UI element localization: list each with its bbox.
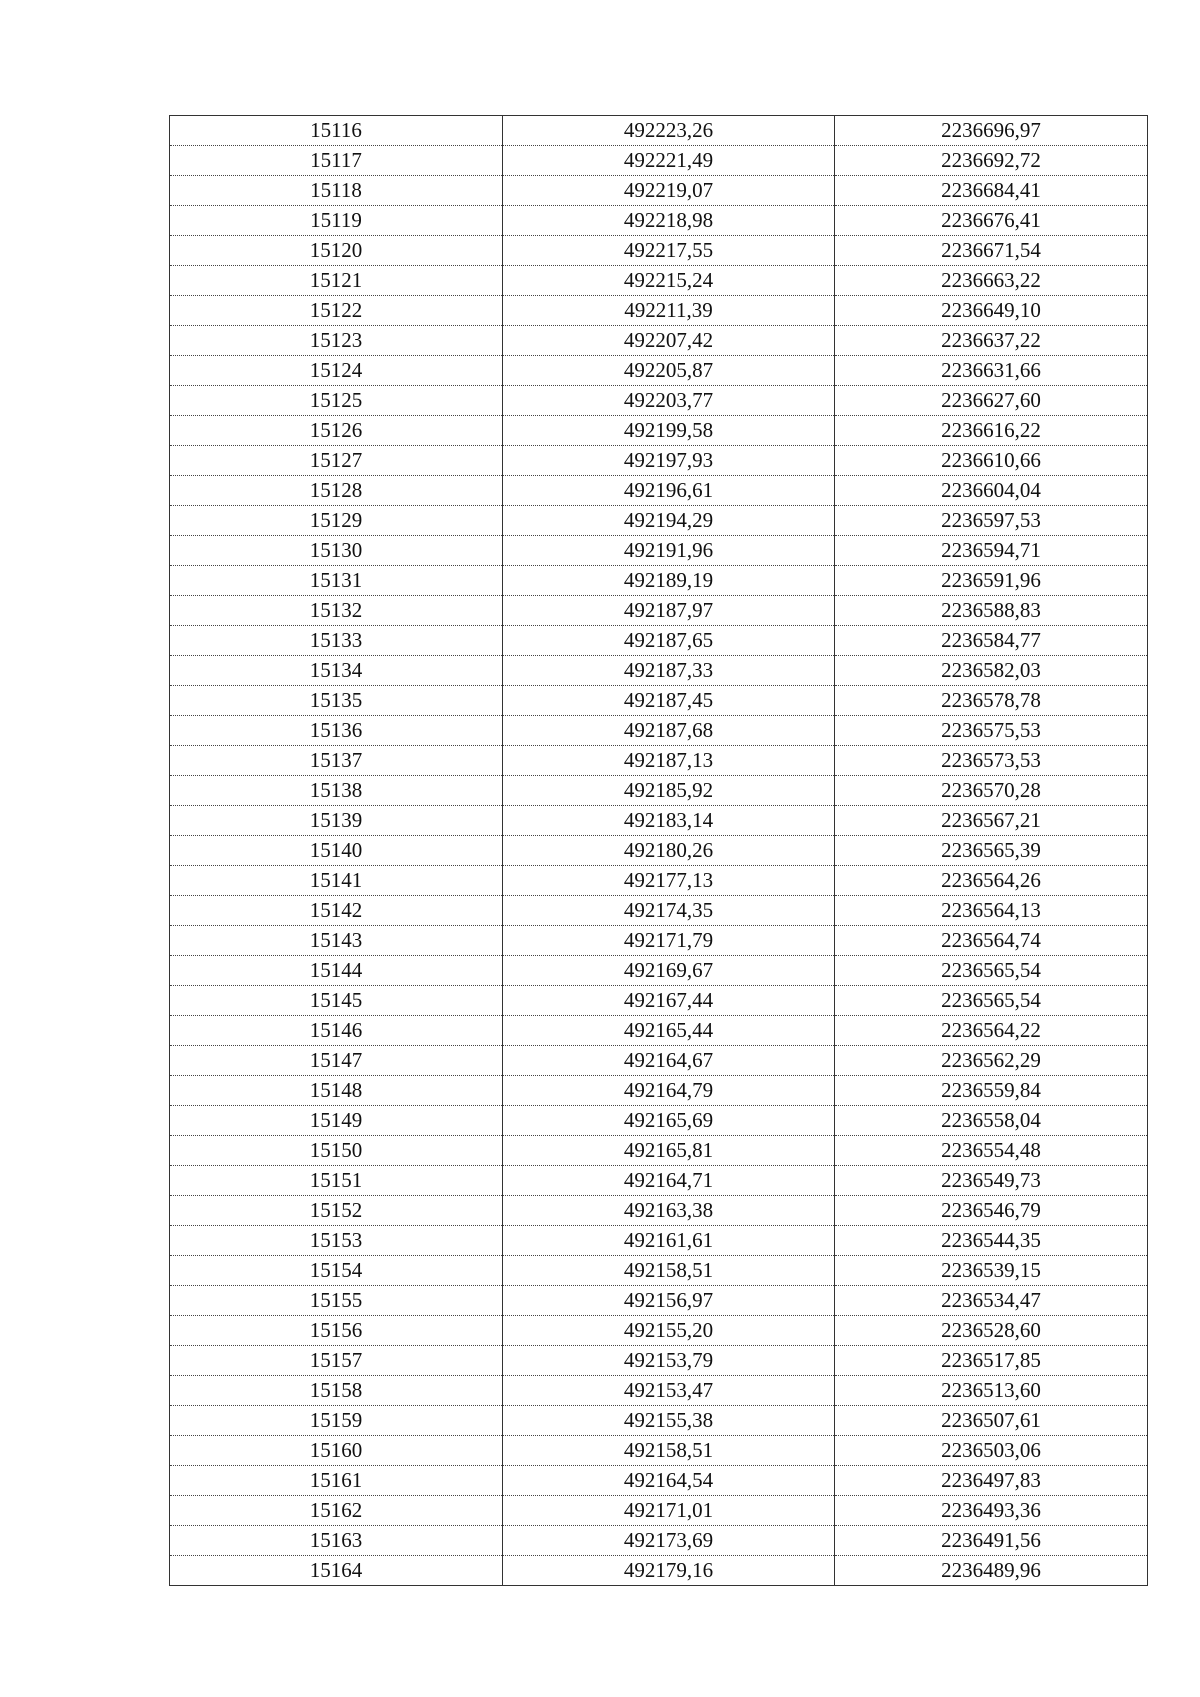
point-number-cell: 15117 <box>170 146 503 176</box>
y-coordinate-cell: 2236564,74 <box>835 926 1148 956</box>
y-coordinate-cell: 2236554,48 <box>835 1136 1148 1166</box>
x-coordinate-cell: 492199,58 <box>503 416 835 446</box>
x-coordinate-cell: 492219,07 <box>503 176 835 206</box>
x-coordinate-cell: 492155,38 <box>503 1406 835 1436</box>
table-row <box>170 116 1148 146</box>
x-coordinate-cell: 492180,26 <box>503 836 835 866</box>
y-coordinate-cell: 2236539,15 <box>835 1256 1148 1286</box>
y-coordinate-cell: 2236517,85 <box>835 1346 1148 1376</box>
x-coordinate-cell: 492207,42 <box>503 326 835 356</box>
y-coordinate-cell: 2236491,56 <box>835 1526 1148 1556</box>
y-coordinate-cell: 2236565,54 <box>835 986 1148 1016</box>
table-row <box>170 716 1148 746</box>
y-coordinate-cell: 2236564,13 <box>835 896 1148 926</box>
table-row <box>170 416 1148 446</box>
table-row <box>170 1346 1148 1376</box>
table-row <box>170 1376 1148 1406</box>
coordinates-table-body <box>170 116 1148 1586</box>
x-coordinate-cell: 492167,44 <box>503 986 835 1016</box>
table-row <box>170 566 1148 596</box>
y-coordinate-cell: 2236497,83 <box>835 1466 1148 1496</box>
point-number-cell: 15135 <box>170 686 503 716</box>
table-row <box>170 1046 1148 1076</box>
x-coordinate-cell: 492191,96 <box>503 536 835 566</box>
x-coordinate-cell: 492177,13 <box>503 866 835 896</box>
point-number-cell: 15156 <box>170 1316 503 1346</box>
point-number-cell: 15130 <box>170 536 503 566</box>
x-coordinate-cell: 492153,47 <box>503 1376 835 1406</box>
x-coordinate-cell: 492218,98 <box>503 206 835 236</box>
x-coordinate-cell: 492187,33 <box>503 656 835 686</box>
table-row <box>170 1526 1148 1556</box>
table-row <box>170 776 1148 806</box>
x-coordinate-cell: 492164,79 <box>503 1076 835 1106</box>
table-row <box>170 1316 1148 1346</box>
y-coordinate-cell: 2236578,78 <box>835 686 1148 716</box>
y-coordinate-cell: 2236588,83 <box>835 596 1148 626</box>
table-row <box>170 1106 1148 1136</box>
point-number-cell: 15150 <box>170 1136 503 1166</box>
table-row <box>170 926 1148 956</box>
table-row <box>170 1406 1148 1436</box>
point-number-cell: 15128 <box>170 476 503 506</box>
table-row <box>170 656 1148 686</box>
point-number-cell: 15145 <box>170 986 503 1016</box>
point-number-cell: 15133 <box>170 626 503 656</box>
table-row <box>170 1226 1148 1256</box>
table-row <box>170 626 1148 656</box>
x-coordinate-cell: 492179,16 <box>503 1556 835 1586</box>
y-coordinate-cell: 2236567,21 <box>835 806 1148 836</box>
coordinates-table <box>169 115 1148 1586</box>
point-number-cell: 15152 <box>170 1196 503 1226</box>
table-row <box>170 446 1148 476</box>
table-row <box>170 206 1148 236</box>
y-coordinate-cell: 2236513,60 <box>835 1376 1148 1406</box>
point-number-cell: 15126 <box>170 416 503 446</box>
x-coordinate-cell: 492203,77 <box>503 386 835 416</box>
x-coordinate-cell: 492153,79 <box>503 1346 835 1376</box>
y-coordinate-cell: 2236597,53 <box>835 506 1148 536</box>
point-number-cell: 15124 <box>170 356 503 386</box>
point-number-cell: 15141 <box>170 866 503 896</box>
point-number-cell: 15132 <box>170 596 503 626</box>
y-coordinate-cell: 2236575,53 <box>835 716 1148 746</box>
x-coordinate-cell: 492165,81 <box>503 1136 835 1166</box>
point-number-cell: 15131 <box>170 566 503 596</box>
y-coordinate-cell: 2236696,97 <box>835 116 1148 146</box>
point-number-cell: 15140 <box>170 836 503 866</box>
point-number-cell: 15143 <box>170 926 503 956</box>
x-coordinate-cell: 492187,45 <box>503 686 835 716</box>
y-coordinate-cell: 2236503,06 <box>835 1436 1148 1466</box>
point-number-cell: 15148 <box>170 1076 503 1106</box>
table-row <box>170 1256 1148 1286</box>
y-coordinate-cell: 2236565,39 <box>835 836 1148 866</box>
x-coordinate-cell: 492187,68 <box>503 716 835 746</box>
table-row <box>170 956 1148 986</box>
x-coordinate-cell: 492164,67 <box>503 1046 835 1076</box>
table-row <box>170 1136 1148 1166</box>
point-number-cell: 15159 <box>170 1406 503 1436</box>
point-number-cell: 15139 <box>170 806 503 836</box>
x-coordinate-cell: 492163,38 <box>503 1196 835 1226</box>
table-row <box>170 1496 1148 1526</box>
y-coordinate-cell: 2236684,41 <box>835 176 1148 206</box>
y-coordinate-cell: 2236676,41 <box>835 206 1148 236</box>
table-row <box>170 1556 1148 1586</box>
y-coordinate-cell: 2236507,61 <box>835 1406 1148 1436</box>
point-number-cell: 15162 <box>170 1496 503 1526</box>
table-row <box>170 476 1148 506</box>
point-number-cell: 15153 <box>170 1226 503 1256</box>
point-number-cell: 15134 <box>170 656 503 686</box>
x-coordinate-cell: 492183,14 <box>503 806 835 836</box>
y-coordinate-cell: 2236558,04 <box>835 1106 1148 1136</box>
y-coordinate-cell: 2236528,60 <box>835 1316 1148 1346</box>
y-coordinate-cell: 2236594,71 <box>835 536 1148 566</box>
y-coordinate-cell: 2236570,28 <box>835 776 1148 806</box>
x-coordinate-cell: 492217,55 <box>503 236 835 266</box>
x-coordinate-cell: 492196,61 <box>503 476 835 506</box>
point-number-cell: 15151 <box>170 1166 503 1196</box>
table-row <box>170 296 1148 326</box>
point-number-cell: 15118 <box>170 176 503 206</box>
y-coordinate-cell: 2236591,96 <box>835 566 1148 596</box>
x-coordinate-cell: 492158,51 <box>503 1436 835 1466</box>
table-row <box>170 146 1148 176</box>
y-coordinate-cell: 2236565,54 <box>835 956 1148 986</box>
y-coordinate-cell: 2236489,96 <box>835 1556 1148 1586</box>
y-coordinate-cell: 2236549,73 <box>835 1166 1148 1196</box>
point-number-cell: 15154 <box>170 1256 503 1286</box>
table-row <box>170 746 1148 776</box>
y-coordinate-cell: 2236631,66 <box>835 356 1148 386</box>
y-coordinate-cell: 2236546,79 <box>835 1196 1148 1226</box>
x-coordinate-cell: 492155,20 <box>503 1316 835 1346</box>
point-number-cell: 15160 <box>170 1436 503 1466</box>
table-row <box>170 356 1148 386</box>
y-coordinate-cell: 2236559,84 <box>835 1076 1148 1106</box>
y-coordinate-cell: 2236582,03 <box>835 656 1148 686</box>
x-coordinate-cell: 492165,69 <box>503 1106 835 1136</box>
x-coordinate-cell: 492221,49 <box>503 146 835 176</box>
table-row <box>170 176 1148 206</box>
point-number-cell: 15144 <box>170 956 503 986</box>
point-number-cell: 15125 <box>170 386 503 416</box>
point-number-cell: 15149 <box>170 1106 503 1136</box>
x-coordinate-cell: 492164,54 <box>503 1466 835 1496</box>
x-coordinate-cell: 492189,19 <box>503 566 835 596</box>
x-coordinate-cell: 492211,39 <box>503 296 835 326</box>
x-coordinate-cell: 492194,29 <box>503 506 835 536</box>
table-row <box>170 1436 1148 1466</box>
table-row <box>170 1166 1148 1196</box>
y-coordinate-cell: 2236649,10 <box>835 296 1148 326</box>
point-number-cell: 15129 <box>170 506 503 536</box>
y-coordinate-cell: 2236534,47 <box>835 1286 1148 1316</box>
y-coordinate-cell: 2236671,54 <box>835 236 1148 266</box>
table-row <box>170 1016 1148 1046</box>
y-coordinate-cell: 2236627,60 <box>835 386 1148 416</box>
x-coordinate-cell: 492165,44 <box>503 1016 835 1046</box>
y-coordinate-cell: 2236692,72 <box>835 146 1148 176</box>
point-number-cell: 15142 <box>170 896 503 926</box>
point-number-cell: 15147 <box>170 1046 503 1076</box>
x-coordinate-cell: 492158,51 <box>503 1256 835 1286</box>
x-coordinate-cell: 492187,97 <box>503 596 835 626</box>
point-number-cell: 15138 <box>170 776 503 806</box>
point-number-cell: 15161 <box>170 1466 503 1496</box>
x-coordinate-cell: 492171,79 <box>503 926 835 956</box>
x-coordinate-cell: 492215,24 <box>503 266 835 296</box>
x-coordinate-cell: 492187,65 <box>503 626 835 656</box>
table-row <box>170 836 1148 866</box>
point-number-cell: 15155 <box>170 1286 503 1316</box>
table-row <box>170 1076 1148 1106</box>
point-number-cell: 15127 <box>170 446 503 476</box>
table-row <box>170 896 1148 926</box>
x-coordinate-cell: 492185,92 <box>503 776 835 806</box>
x-coordinate-cell: 492197,93 <box>503 446 835 476</box>
point-number-cell: 15121 <box>170 266 503 296</box>
x-coordinate-cell: 492223,26 <box>503 116 835 146</box>
x-coordinate-cell: 492205,87 <box>503 356 835 386</box>
point-number-cell: 15122 <box>170 296 503 326</box>
y-coordinate-cell: 2236604,04 <box>835 476 1148 506</box>
table-row <box>170 236 1148 266</box>
x-coordinate-cell: 492161,61 <box>503 1226 835 1256</box>
table-row <box>170 1286 1148 1316</box>
y-coordinate-cell: 2236637,22 <box>835 326 1148 356</box>
x-coordinate-cell: 492164,71 <box>503 1166 835 1196</box>
y-coordinate-cell: 2236663,22 <box>835 266 1148 296</box>
point-number-cell: 15136 <box>170 716 503 746</box>
x-coordinate-cell: 492187,13 <box>503 746 835 776</box>
table-row <box>170 266 1148 296</box>
table-row <box>170 386 1148 416</box>
y-coordinate-cell: 2236493,36 <box>835 1496 1148 1526</box>
table-row <box>170 1466 1148 1496</box>
x-coordinate-cell: 492174,35 <box>503 896 835 926</box>
point-number-cell: 15120 <box>170 236 503 266</box>
point-number-cell: 15164 <box>170 1556 503 1586</box>
y-coordinate-cell: 2236616,22 <box>835 416 1148 446</box>
point-number-cell: 15116 <box>170 116 503 146</box>
point-number-cell: 15137 <box>170 746 503 776</box>
y-coordinate-cell: 2236562,29 <box>835 1046 1148 1076</box>
point-number-cell: 15163 <box>170 1526 503 1556</box>
y-coordinate-cell: 2236544,35 <box>835 1226 1148 1256</box>
x-coordinate-cell: 492156,97 <box>503 1286 835 1316</box>
y-coordinate-cell: 2236573,53 <box>835 746 1148 776</box>
table-row <box>170 806 1148 836</box>
table-row <box>170 866 1148 896</box>
y-coordinate-cell: 2236564,26 <box>835 866 1148 896</box>
table-row <box>170 506 1148 536</box>
y-coordinate-cell: 2236584,77 <box>835 626 1148 656</box>
table-row <box>170 596 1148 626</box>
table-row <box>170 326 1148 356</box>
point-number-cell: 15157 <box>170 1346 503 1376</box>
table-row <box>170 536 1148 566</box>
point-number-cell: 15158 <box>170 1376 503 1406</box>
y-coordinate-cell: 2236610,66 <box>835 446 1148 476</box>
x-coordinate-cell: 492171,01 <box>503 1496 835 1526</box>
y-coordinate-cell: 2236564,22 <box>835 1016 1148 1046</box>
point-number-cell: 15119 <box>170 206 503 236</box>
table-row <box>170 686 1148 716</box>
point-number-cell: 15146 <box>170 1016 503 1046</box>
x-coordinate-cell: 492169,67 <box>503 956 835 986</box>
table-row <box>170 986 1148 1016</box>
table-row <box>170 1196 1148 1226</box>
point-number-cell: 15123 <box>170 326 503 356</box>
x-coordinate-cell: 492173,69 <box>503 1526 835 1556</box>
